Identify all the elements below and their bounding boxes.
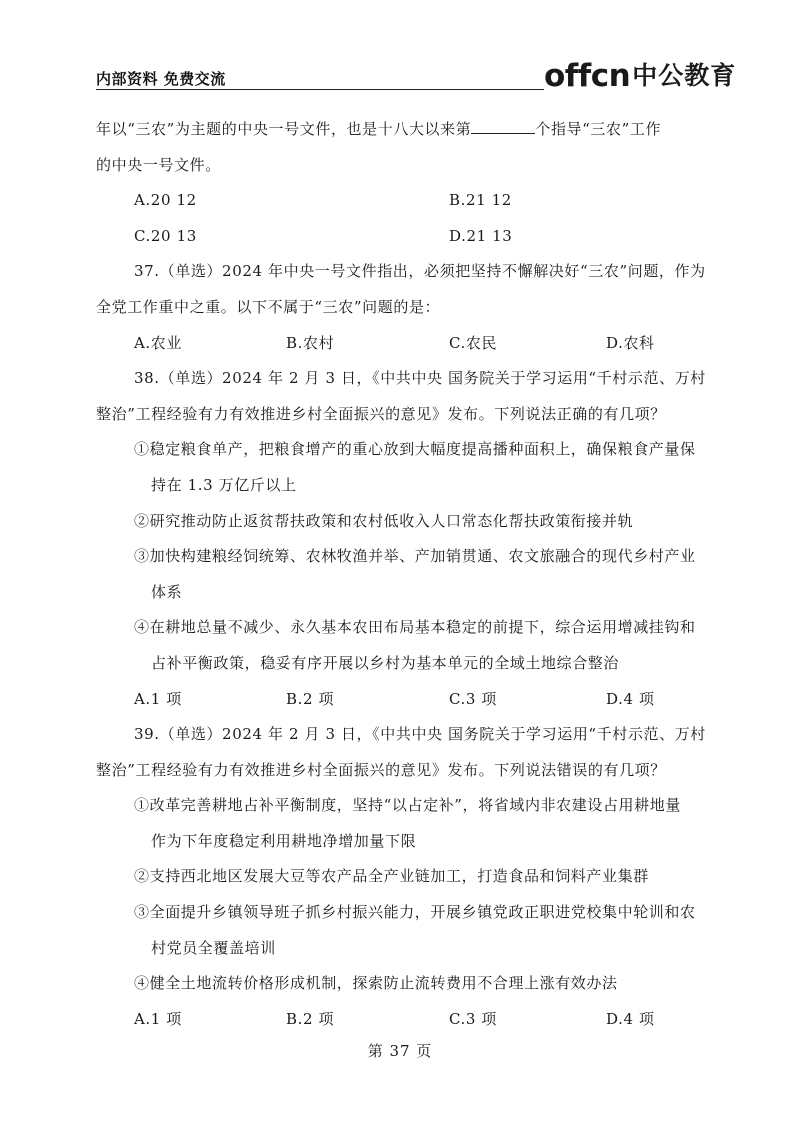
fill-blank [471, 122, 535, 134]
header-label: 内部资料 免费交流 [96, 70, 226, 88]
q38-statement-4: ④在耕地总量不减少、永久基本农田布局基本稳定的前提下，综合运用增减挂钩和 [134, 618, 696, 637]
q39-statement-1-cont: 作为下年度稳定利用耕地净增加量下限 [151, 831, 417, 850]
q37-option-c: C.农民 [449, 333, 498, 352]
q39-option-d: D.4 项 [606, 1009, 655, 1028]
q38-statement-3-cont: 体系 [151, 582, 183, 601]
question-39-line-2: 整治”工程经验有力有效推进乡村全面振兴的意见》发布。下列说法错误的有几项？ [96, 760, 666, 779]
q37-option-b: B.农村 [286, 333, 335, 352]
question-37-line-2: 全党工作重中之重。以下不属于“三农”问题的是： [96, 297, 441, 316]
question-38-line-2: 整治”工程经验有力有效推进乡村全面振兴的意见》发布。下列说法正确的有几项？ [96, 404, 666, 423]
q39-statement-4: ④健全土地流转价格形成机制，探索防止流转费用不合理上涨有效办法 [134, 974, 618, 993]
offcn-logo [544, 54, 736, 94]
q38-statement-1-cont: 持在 1.3 万亿斤以上 [151, 475, 297, 494]
q39-statement-2: ②支持西北地区发展大豆等农产品全产业链加工，打造食品和饲料产业集群 [134, 867, 649, 886]
page-number: 第 37 页 [367, 1042, 433, 1060]
question-39-line-1: 39.（单选）2024 年 2 月 3 日，《中共中央 国务院关于学习运用“千村示范、万村 [134, 725, 706, 744]
q36-option-c: C.20 13 [134, 226, 197, 245]
q39-statement-3: ③全面提升乡镇领导班子抓乡村振兴能力，开展乡镇党政正职进党校集中轮训和农 [134, 903, 696, 922]
q38-statement-4-cont: 占补平衡政策，稳妥有序开展以乡村为基本单元的全域土地综合整治 [151, 653, 620, 672]
q36-options-row-1 [96, 183, 708, 219]
header-divider [96, 89, 544, 90]
q36-option-b: B.21 12 [449, 191, 512, 210]
q38-option-c: C.3 项 [449, 689, 498, 708]
logo-cn-text: 中公教育 [632, 61, 737, 90]
page-header [96, 54, 737, 94]
q38-statement-1: ①稳定粮食单产，把粮食增产的重心放到大幅度提高播种面积上，确保粮食产量保 [134, 440, 696, 459]
page-content [96, 112, 708, 1037]
q37-option-a: A.农业 [134, 333, 183, 352]
question-38-line-1: 38.（单选）2024 年 2 月 3 日，《中共中央 国务院关于学习运用“千村示范、万村 [134, 369, 706, 388]
question-36-line-1 [96, 112, 708, 148]
q39-option-a: A.1 项 [134, 1009, 182, 1028]
q38-statement-2: ②研究推动防止返贫帮扶政策和农村低收入人口常态化帮扶政策衔接并轨 [134, 511, 634, 530]
q38-statement-3: ③加快构建粮经饲统筹、农林牧渔并举、产加销贯通、农文旅融合的现代乡村产业 [134, 547, 696, 566]
q39-statement-1: ①改革完善耕地占补平衡制度，坚持“以占定补”，将省域内非农建设占用耕地量 [134, 796, 681, 815]
q36-option-a: A.20 12 [134, 191, 197, 210]
q38-option-a: A.1 项 [134, 689, 182, 708]
logo-latin-text: offcn [544, 58, 631, 94]
q37-option-d: D.农科 [606, 333, 655, 352]
q36-options-row-2 [96, 219, 708, 255]
q39-options [96, 1002, 708, 1038]
q37-options [96, 326, 708, 362]
question-37-line-1: 37.（单选）2024 年中央一号文件指出，必须把坚持不懈解决好“三农”问题，作为 [134, 262, 706, 281]
q39-option-b: B.2 项 [286, 1009, 335, 1028]
q39-option-c: C.3 项 [449, 1009, 498, 1028]
q36-text-a: 年以“三农”为主题的中央一号文件，也是十八大以来第 [96, 120, 472, 138]
q36-option-d: D.21 13 [449, 226, 513, 245]
q36-text-b: 个指导“三农”工作 [535, 120, 662, 138]
q38-options [96, 682, 708, 718]
q38-option-b: B.2 项 [286, 689, 335, 708]
q39-statement-3-cont: 村党员全覆盖培训 [151, 938, 276, 957]
question-36-line-2: 的中央一号文件。 [96, 155, 221, 174]
q38-option-d: D.4 项 [606, 689, 655, 708]
